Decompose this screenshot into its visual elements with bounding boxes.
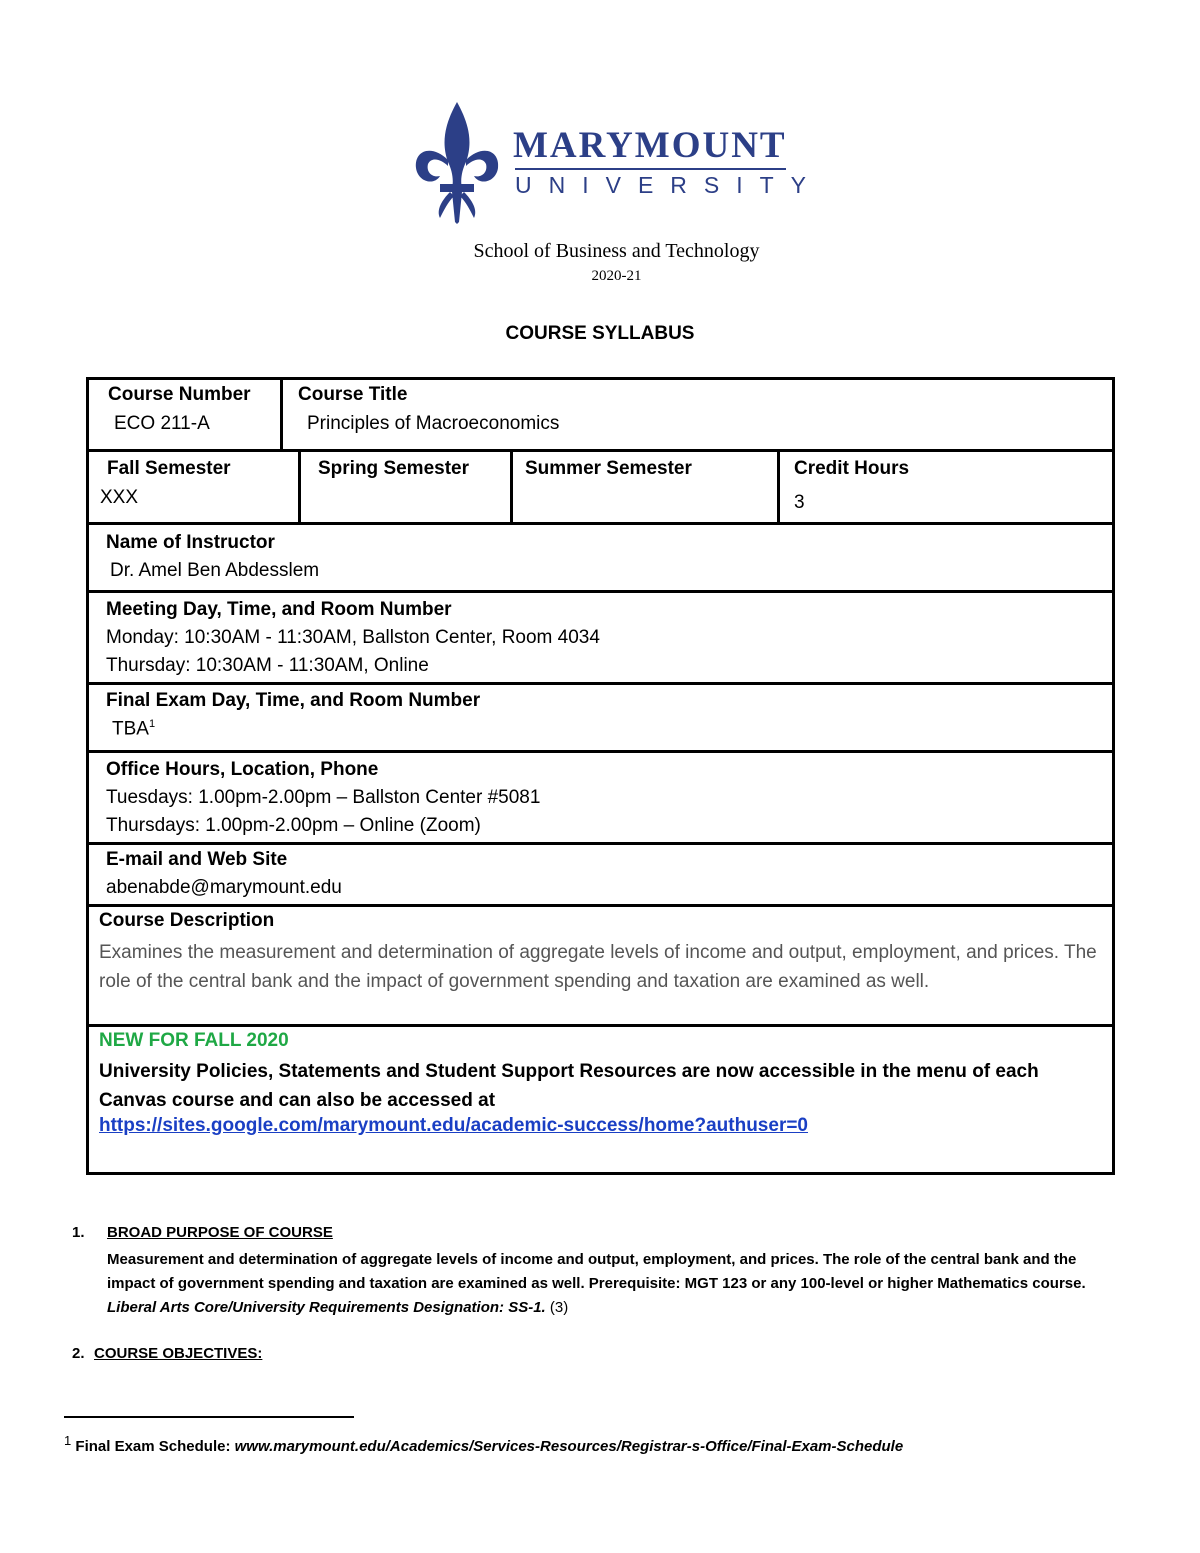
table-divider — [777, 451, 780, 524]
email-address[interactable]: abenabde@marymount.edu — [106, 877, 342, 898]
summer-semester-label: Summer Semester — [525, 458, 692, 479]
instructor-label: Name of Instructor — [106, 532, 275, 553]
fall-semester-label: Fall Semester — [107, 458, 231, 479]
university-logo — [412, 100, 502, 225]
academic-success-link[interactable]: https://sites.google.com/marymount.edu/academic-success/home?authuser=0 — [99, 1115, 809, 1136]
table-divider — [86, 904, 1115, 907]
meeting-line-2: Thursday: 10:30AM - 11:30AM, Online — [106, 655, 429, 676]
table-divider — [86, 1024, 1115, 1027]
footnote-marker: 1 — [148, 718, 156, 730]
section-number: 1. — [72, 1224, 85, 1241]
office-hours-label: Office Hours, Location, Phone — [106, 759, 379, 780]
table-divider — [86, 842, 1115, 845]
office-hours-line-1: Tuesdays: 1.00pm-2.00pm – Ballston Center #5081 — [106, 787, 541, 808]
course-title: Principles of Macroeconomics — [307, 413, 560, 434]
academic-year: 2020-21 — [591, 268, 642, 284]
meeting-label: Meeting Day, Time, and Room Number — [106, 599, 452, 620]
course-number-label: Course Number — [108, 384, 251, 405]
final-exam-label: Final Exam Day, Time, and Room Number — [106, 690, 481, 711]
table-divider — [280, 377, 283, 451]
policy-notice: University Policies, Statements and Student Support Resources are now accessible in the menu of each Canvas course and can also be accessed at — [99, 1061, 1039, 1111]
section-heading-broad-purpose: BROAD PURPOSE OF COURSE — [107, 1224, 333, 1241]
office-hours-line-2: Thursdays: 1.00pm-2.00pm – Online (Zoom) — [106, 815, 481, 836]
school-name: School of Business and Technology — [473, 240, 760, 262]
footnote: $^1$ Final Exam Schedule: www.marymount.edu/Academics/Services-Resources/Registrar-s-Office/Final-Exam-Schedule — [64, 1433, 904, 1455]
email-label: E-mail and Web Site — [106, 849, 288, 870]
logo-wordmark: MARYMOUNT — [513, 125, 787, 166]
table-divider — [298, 451, 301, 524]
course-number: ECO 211-A — [114, 413, 210, 434]
section-heading-objectives: COURSE OBJECTIVES: — [94, 1345, 263, 1362]
credit-hours-value: 3 — [794, 492, 805, 513]
table-divider — [86, 522, 1115, 525]
credit-hours-label: Credit Hours — [794, 458, 910, 479]
table-divider — [510, 451, 513, 524]
page-title: COURSE SYLLABUS — [505, 323, 695, 344]
meeting-line-1: Monday: 10:30AM - 11:30AM, Ballston Center, Room 4034 — [106, 627, 600, 648]
new-for-fall-badge: NEW FOR FALL 2020 — [99, 1030, 289, 1051]
footnote-divider — [64, 1416, 354, 1418]
logo-subwordmark: UNIVERSITY — [515, 172, 824, 198]
table-divider — [86, 682, 1115, 685]
instructor-name: Dr. Amel Ben Abdesslem — [110, 560, 320, 581]
spring-semester-label: Spring Semester — [318, 458, 469, 479]
course-description: Examines the measurement and determination of aggregate levels of income and output, employment, and prices. The role of the central bank and the impact of government spending and taxation are examined as well. — [99, 942, 1097, 992]
logo-divider — [515, 168, 786, 170]
fall-semester-value: XXX — [100, 487, 139, 508]
fleur-de-lis-icon — [412, 100, 502, 225]
section-body-broad-purpose: Measurement and determination of aggregate levels of income and output, employment, and prices. The role of the central bank and the impact of government spending and taxation are examined as well. Prerequisite: MGT 123 or any 100-level or higher Mathematics course. Liberal Arts Core/University Requirements Designation: SS-1. (3) — [107, 1251, 1086, 1316]
section-number: 2. — [72, 1345, 85, 1362]
course-title-label: Course Title — [298, 384, 408, 405]
table-divider — [86, 449, 1115, 452]
course-description-label: Course Description — [99, 910, 275, 931]
final-exam-value: TBA$^1$ — [112, 718, 156, 740]
table-divider — [86, 750, 1115, 753]
table-divider — [86, 590, 1115, 593]
